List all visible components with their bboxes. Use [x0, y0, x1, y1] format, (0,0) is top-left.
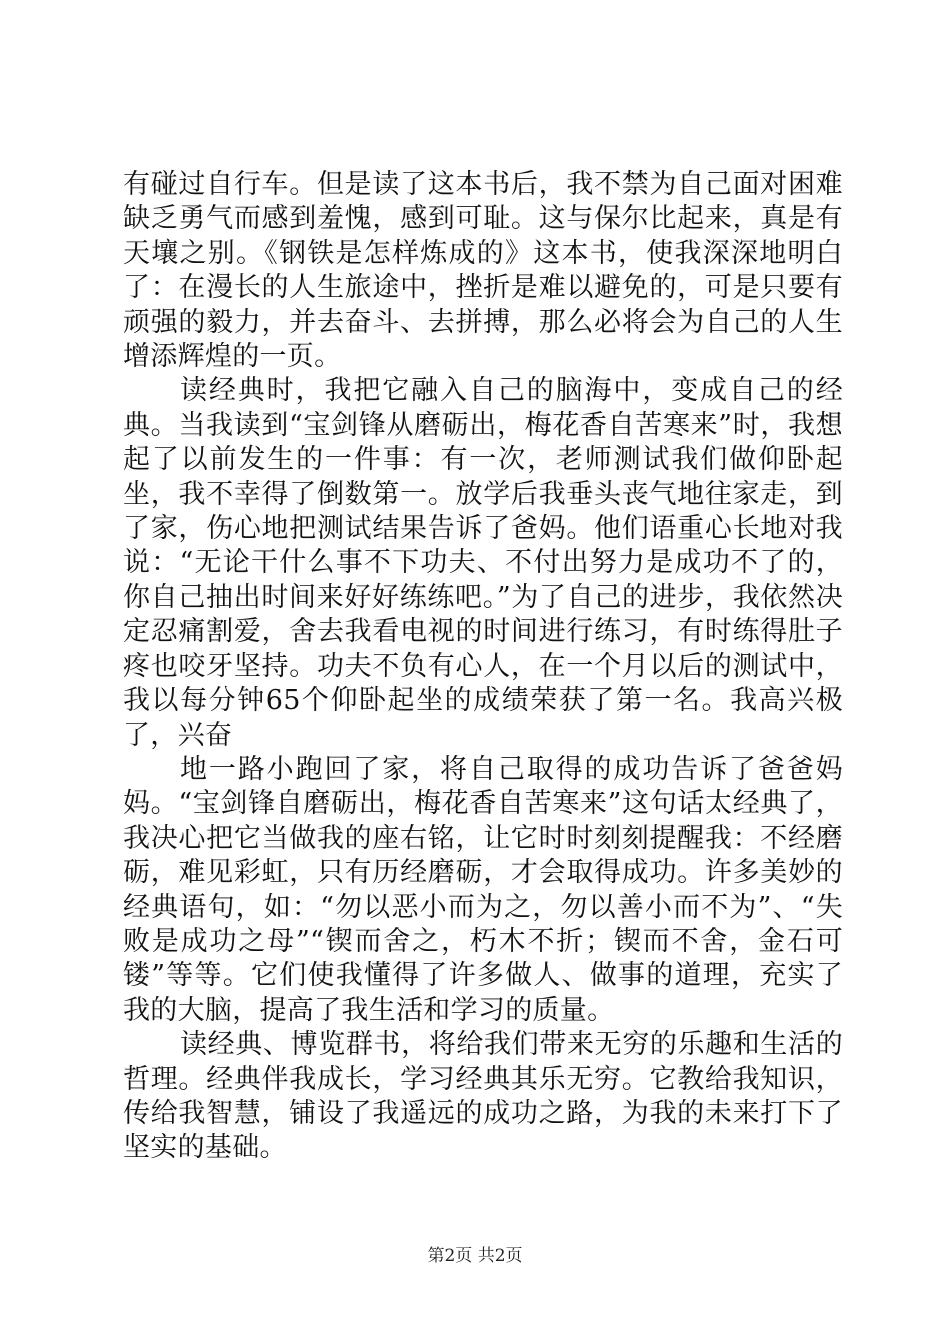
- page-number-footer: 第2页 共2页: [427, 1246, 523, 1266]
- paragraph-continued: 有碰过自行车。但是读了这本书后，我不禁为自己面对困难缺乏勇气而感到羞愧，感到可耻。这与保尔比起来，真是有天壤之别。《钢铁是怎样炼成的》这本书，使我深深地明白了：在漫长的人生旅途中，挫折是难以避免的，可是只要有顽强的毅力，并去奋斗、去拼搏，那么必将会为自己的人生增添辉煌的一页。: [123, 169, 843, 373]
- paragraph-conclusion: 读经典、博览群书，将给我们带来无穷的乐趣和生活的哲理。经典伴我成长，学习经典其乐无穷。它教给我知识，传给我智慧，铺设了我遥远的成功之路，为我的未来打下了坚实的基础。: [123, 1029, 843, 1164]
- paragraph-reading-classics: 读经典时，我把它融入自己的脑海中，变成自己的经典。当我读到“宝剑锋从磨砺出，梅花香自苦寒来”时，我想起了以前发生的一件事：有一次，老师测试我们做仰卧起坐，我不幸得了倒数第一。放学后我垂头丧气地往家走，到了家，伤心地把测试结果告诉了爸妈。他们语重心长地对我说：“无论干什么事不下功夫、不付出努力是成功不了的，你自己抽出时间来好好练练吧。”为了自己的进步，我依然决定忍痛割爱，舍去我看电视的时间进行练习，有时练得肚子疼也咬牙坚持。功夫不负有心人，在一个月以后的测试中，我以每分钟65个仰卧起坐的成绩荣获了第一名。我高兴极了，兴奋: [123, 375, 843, 751]
- paragraph-motto: 地一路小跑回了家，将自己取得的成功告诉了爸爸妈妈。“宝剑锋自磨砺出，梅花香自苦寒来”这句话太经典了，我决心把它当做我的座右铭，让它时时刻刻提醒我：不经磨砺，难见彩虹，只有历经磨砺，才会取得成功。许多美妙的经典语句，如：“勿以恶小而为之，勿以善小而不为”、“失败是成功之母”“锲而舍之，朽木不折；锲而不舍，金石可镂”等等。它们使我懂得了许多做人、做事的道理，充实了我的大脑，提高了我生活和学习的质量。: [123, 753, 843, 1026]
- document-body: [123, 168, 843, 1166]
